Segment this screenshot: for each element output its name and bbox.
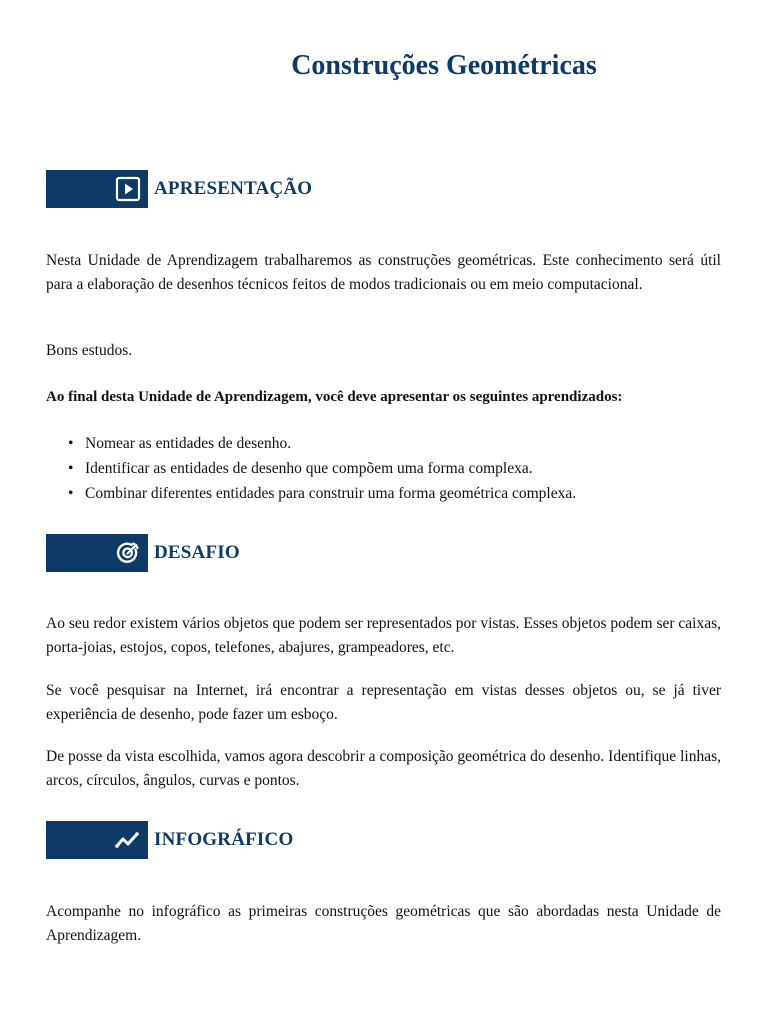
paragraph: De posse da vista escolhida, vamos agora descobrir a composição geométrica do desenho. Identifique linhas, arcos, círculos, ângulos, curvas e pontos. <box>46 748 721 789</box>
section-heading: INFOGRÁFICO <box>154 829 294 850</box>
list-item: • Combinar diferentes entidades para construir uma forma geométrica complexa. <box>46 481 721 506</box>
section-header-apresentacao <box>46 170 312 208</box>
list-item: • Identificar as entidades de desenho que compõem uma forma complexa. <box>46 456 721 481</box>
paragraph: Nesta Unidade de Aprendizagem trabalharemos as construções geométricas. Este conhecimento será útil para a elaboração de desenhos técnicos feitos de modos tradicionais ou em meio computacional. <box>46 252 721 293</box>
paragraph: Acompanhe no infográfico as primeiras construções geométricas que são abordadas nesta Unidade de Aprendizagem. <box>46 903 721 944</box>
paragraph: Bons estudos. <box>46 342 133 359</box>
objectives-intro: Ao final desta Unidade de Aprendizagem, você deve apresentar os seguintes aprendizados: <box>46 389 623 405</box>
section-bar <box>46 534 148 572</box>
section-header-desafio <box>46 534 240 572</box>
objectives-list <box>46 431 721 506</box>
section-bar <box>46 821 148 859</box>
section-heading: DESAFIO <box>154 542 240 563</box>
page-title: Construções Geométricas <box>291 50 597 81</box>
play-icon <box>114 175 142 203</box>
section-header-infografico <box>46 821 293 859</box>
list-item: • Nomear as entidades de desenho. <box>46 431 721 456</box>
paragraph: Ao seu redor existem vários objetos que podem ser representados por vistas. Esses objetos podem ser caixas, porta-joias, estojos, copos, telefones, abajures, grampeadores, etc. <box>46 615 721 656</box>
section-bar <box>46 170 148 208</box>
section-heading: APRESENTAÇÃO <box>154 178 313 199</box>
trend-line-icon <box>114 826 142 854</box>
paragraph: Se você pesquisar na Internet, irá encontrar a representação em vistas desses objetos ou, se já tiver experiência de desenho, pode fazer um esboço. <box>46 682 721 723</box>
target-icon <box>114 539 142 567</box>
